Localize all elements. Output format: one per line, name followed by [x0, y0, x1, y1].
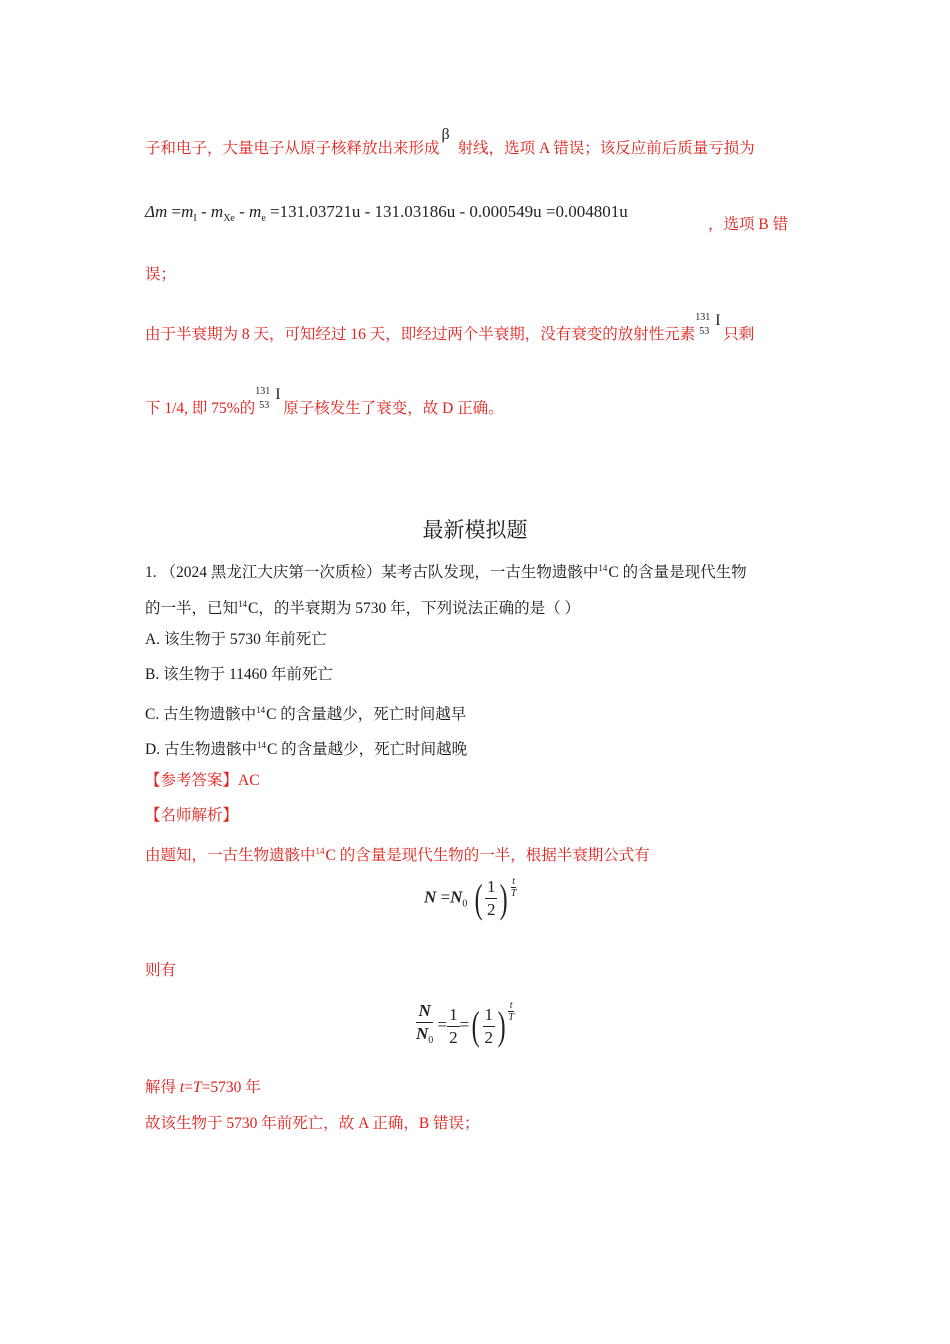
isotope-superscript: 14	[598, 563, 608, 573]
denominator: 2	[486, 900, 496, 919]
exponent-t-over-t	[511, 876, 517, 899]
text-segment: D. 古生物遗骸中	[145, 741, 257, 758]
delta-m: Δm	[145, 202, 168, 221]
text-segment: 1. （2024 黑龙江大庆第一次质检）某考古队发现，一古生物遗骸中	[145, 564, 599, 581]
exponent-denominator: T	[508, 1012, 514, 1023]
element-symbol: I	[275, 386, 281, 403]
text-segment: 只剩	[723, 326, 755, 343]
equals-sign: =	[184, 1079, 193, 1096]
then-text: 则有	[145, 962, 177, 979]
text-segment: 下 1/4, 即 75%的	[145, 400, 256, 417]
exponent-numerator: t	[512, 876, 515, 887]
equals-sign: =	[440, 887, 451, 907]
question-line-2	[145, 593, 815, 620]
text-segment: C 的含量是现代生物	[608, 564, 747, 581]
section-title: 最新模拟题	[422, 518, 528, 542]
text-line-3	[145, 264, 815, 286]
analysis-line-1	[145, 840, 815, 867]
reference-answer: 【参考答案】AC	[145, 772, 260, 789]
text-line-4	[145, 311, 815, 346]
iodine-131-nuclide	[255, 385, 283, 415]
n0-symbol: N	[450, 887, 463, 907]
text-segment: 子和电子，大量电子从原子核释放出来形成	[145, 140, 440, 157]
text-segment: ，选项 B 错	[708, 216, 789, 233]
atomic-number: 53	[259, 400, 270, 411]
half-life-formula	[424, 876, 516, 921]
subscript-zero: 0	[428, 1035, 434, 1046]
right-paren: )	[497, 1003, 506, 1048]
text-segment: 由题知，一古生物遗骸中	[145, 847, 316, 864]
mass-number: 131	[695, 312, 711, 323]
m-symbol: m	[210, 202, 224, 221]
text-line-5	[145, 385, 815, 420]
m-symbol: m	[181, 202, 194, 221]
text-segment: C 的含量是现代生物的一半，根据半衰期公式有	[325, 847, 650, 864]
text-segment: C，的半衰期为 5730 年，下列说法正确的是（ ）	[248, 600, 580, 617]
n0-symbol: N	[416, 1024, 429, 1043]
left-paren: (	[471, 1003, 480, 1048]
equals-sign: =	[459, 1014, 470, 1034]
text-segment: 解得	[145, 1079, 180, 1096]
left-paren: (	[474, 875, 483, 921]
m-symbol: m	[249, 202, 262, 221]
text-segment: C 的含量越少，死亡时间越早	[266, 706, 467, 723]
exponent-t-over-t	[508, 1000, 514, 1023]
isotope-superscript: 14	[315, 846, 325, 856]
isotope-superscript: 14	[256, 740, 266, 750]
text-segment: 原子核发生了衰变，故 D 正确。	[283, 400, 504, 417]
fraction-one-half	[447, 1004, 460, 1049]
analysis-label: 【名师解析】	[145, 807, 239, 824]
text-segment: 的一半，已知	[145, 600, 239, 617]
option-d	[145, 734, 815, 761]
text-segment: =5730 年	[201, 1079, 261, 1096]
fraction-one-half	[483, 1004, 496, 1049]
exponent-denominator: T	[510, 888, 517, 899]
numerator: 1	[447, 1004, 460, 1027]
subscript-zero: 0	[462, 898, 468, 910]
option-b: B. 该生物于 11460 年前死亡	[145, 666, 334, 683]
denominator	[416, 1023, 433, 1052]
mass-number: 131	[255, 386, 271, 397]
mass-defect-equation: $\Delta m =m_I - m_{Xe} - m_e =131.03721u - 131.03186u - 0.000549u =0.004801u$	[145, 202, 628, 224]
conclusion-line: 故该生物于 5730 年前死亡，故 A 正确，B 错误；	[145, 1115, 480, 1132]
element-symbol: I	[715, 312, 721, 329]
text-segment: 由于半衰期为 8 天，可知经过 16 天，即经过两个半衰期，没有衰变的放射性元素	[145, 326, 696, 343]
option-a: A. 该生物于 5730 年前死亡	[145, 631, 327, 648]
t-symbol: t	[179, 1079, 185, 1096]
t-cap-symbol: T	[192, 1079, 202, 1096]
equals-sign: =	[437, 1014, 448, 1034]
beta-symbol: β	[441, 126, 450, 143]
denominator: 2	[449, 1027, 458, 1047]
right-paren: )	[500, 875, 509, 921]
denominator: 2	[484, 1027, 494, 1047]
n-symbol: N	[424, 887, 437, 907]
solve-line	[145, 1077, 815, 1099]
atomic-number: 53	[699, 326, 710, 337]
option-c	[145, 699, 815, 726]
mass-values: =131.03721u - 131.03186u - 0.000549u =0.004801u	[270, 202, 628, 221]
isotope-superscript: 14	[238, 599, 248, 609]
subscript-e: e	[261, 213, 266, 224]
text-segment: 误；	[145, 266, 177, 283]
question-line-1	[145, 557, 815, 584]
isotope-superscript: 14	[256, 705, 266, 715]
numerator: N	[416, 1000, 433, 1023]
numerator: 1	[483, 1004, 496, 1027]
fraction-n-over-n0	[416, 1000, 433, 1052]
text-segment: C 的含量越少，死亡时间越晚	[266, 741, 468, 758]
text-segment: 射线，选项 A 错误；该反应前后质量亏损为	[457, 140, 755, 157]
ratio-formula	[416, 1000, 514, 1052]
iodine-131-nuclide	[695, 311, 723, 341]
text-line-1	[145, 126, 815, 160]
text-segment: C. 古生物遗骸中	[145, 706, 257, 723]
exponent-numerator: t	[509, 1000, 513, 1011]
numerator: 1	[485, 876, 498, 899]
subscript-xe: Xe	[223, 213, 235, 224]
fraction-one-half	[485, 876, 498, 921]
text-line-2-tail	[708, 214, 828, 236]
subscript-i: I	[193, 213, 197, 224]
